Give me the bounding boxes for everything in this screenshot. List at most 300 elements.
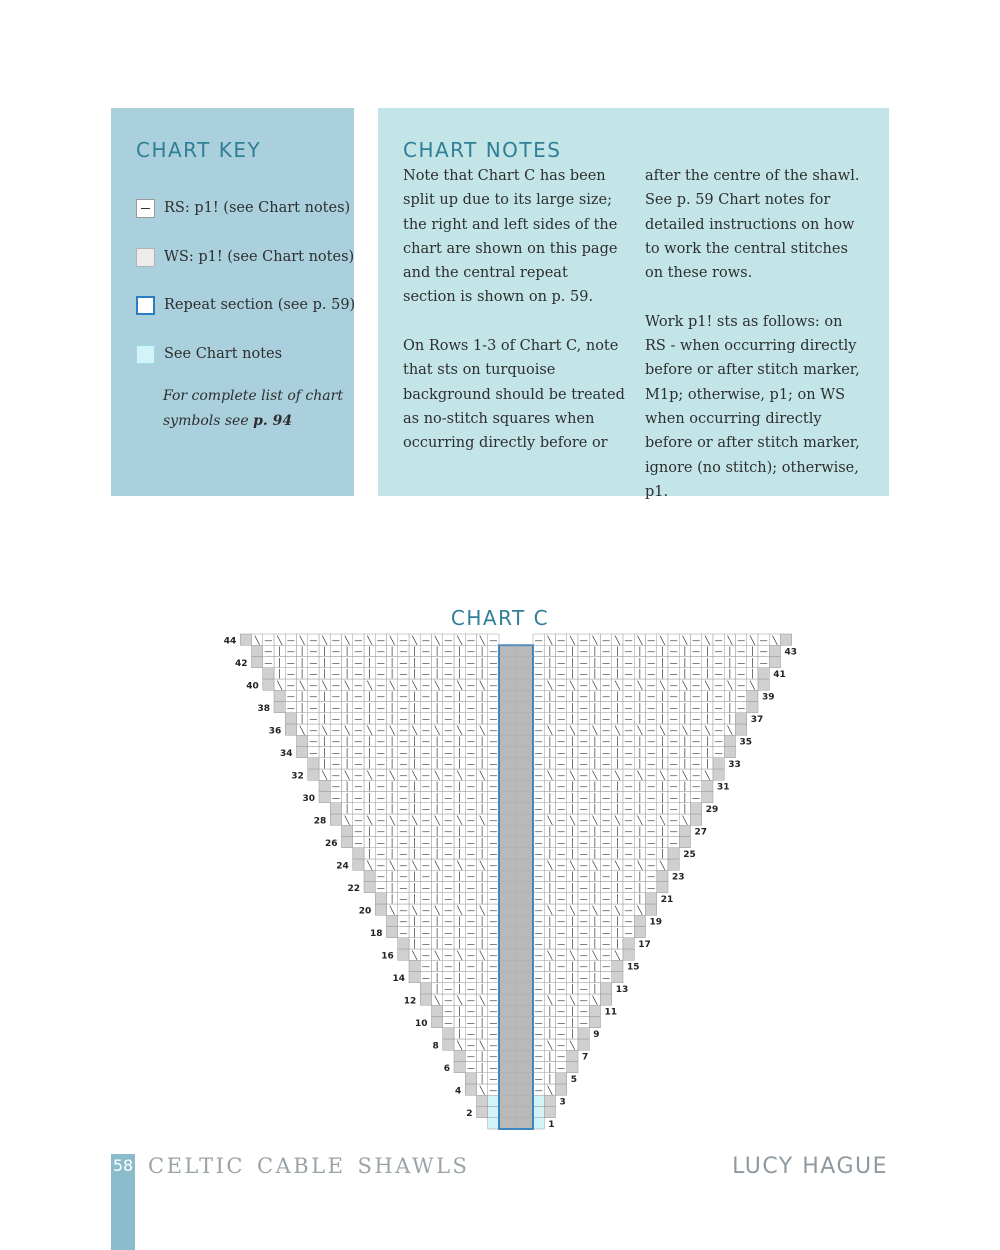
stitch-symbol: │ [434,793,440,803]
stitch-symbol: │ [682,647,688,656]
stitch-symbol: — [737,658,746,668]
stitch-symbol: — [534,1029,543,1039]
stitch-symbol: │ [434,692,440,701]
stitch-symbol: — [354,669,363,679]
stitch-symbol: │ [682,737,688,746]
stitch-symbol: │ [299,703,305,713]
stitch-symbol: │ [389,759,395,769]
row-number-left: 8 [432,1041,439,1052]
stitch-symbol: — [534,883,543,893]
stitch-symbol: │ [682,714,688,724]
stitch-symbol: — [624,703,633,713]
stitch-symbol: — [354,647,363,656]
stitch-symbol: — [714,714,723,724]
stitch-symbol: — [421,917,430,926]
stitch-symbol: — [579,669,588,679]
stitch-symbol: — [489,782,498,791]
stitch-symbol: — [534,1052,543,1061]
stitch-symbol: — [421,759,430,769]
stitch-symbol: ╲ [547,860,553,870]
stitch-symbol: │ [344,804,350,814]
stitch-symbol: ╲ [547,1040,553,1050]
row-number-left: 24 [336,861,349,872]
stitch-symbol: │ [389,692,395,701]
stitch-symbol: — [376,815,385,825]
stitch-symbol: — [647,804,656,814]
stitch-symbol: │ [434,714,440,724]
chart-cell [432,1005,443,1016]
stitch-symbol: — [466,782,475,791]
stitch-symbol: — [331,759,340,769]
stitch-symbol: — [624,917,633,926]
stitch-symbol: │ [367,714,373,724]
stitch-symbol: │ [434,939,440,949]
notes-paragraph: Note that Chart C has been split up due to its large size; the right and left sides of the chart are shown on this page and the central repeat section is shown on p. 59. [403,168,618,306]
stitch-symbol: — [466,815,475,825]
stitch-symbol: │ [592,692,598,701]
stitch-symbol: — [354,680,363,690]
stitch-symbol: — [331,737,340,746]
stitch-symbol: — [466,928,475,938]
chart-cell [387,915,398,926]
stitch-symbol: ╲ [614,680,620,690]
stitch-symbol: — [376,725,385,735]
stitch-symbol: │ [614,737,620,746]
stitch-symbol: — [444,793,453,803]
key-label: Repeat section (see p. 59) [164,297,356,313]
stitch-symbol: — [421,680,430,690]
stitch-symbol: │ [389,872,395,881]
chart-notes-panel [378,108,889,500]
stitch-symbol: — [444,827,453,836]
stitch-symbol: ╲ [547,680,553,690]
stitch-symbol: ╲ [682,770,688,780]
stitch-symbol: │ [569,827,575,836]
stitch-symbol: ╲ [637,770,643,780]
row-number-left: 12 [403,996,417,1007]
stitch-symbol: — [466,849,475,859]
stitch-symbol: — [421,827,430,836]
stitch-symbol: │ [637,759,643,769]
stitch-symbol: — [399,849,408,859]
stitch-symbol: — [421,658,430,668]
stitch-symbol: │ [704,647,710,656]
chart-cell [747,690,758,701]
stitch-symbol: ╲ [412,770,418,780]
stitch-symbol: — [489,1040,498,1050]
footnote-text: For complete list of chart symbols see [163,388,343,429]
stitch-symbol: — [421,725,430,735]
stitch-symbol: ╲ [277,635,283,645]
stitch-symbol: ╲ [344,770,350,780]
chart-cell [736,724,747,735]
stitch-symbol: — [647,680,656,690]
stitch-symbol: ╲ [637,860,643,870]
stitch-symbol: │ [457,804,463,814]
stitch-symbol: │ [614,804,620,814]
stitch-symbol: — [444,872,453,881]
stitch-symbol: — [421,737,430,746]
stitch-symbol: — [466,1040,475,1050]
chart-cell [263,668,274,679]
stitch-symbol: │ [592,658,598,668]
stitch-symbol: — [421,703,430,713]
row-number-left: 20 [358,906,372,917]
key-footnote [163,384,343,433]
stitch-symbol: — [557,917,566,926]
stitch-symbol: — [602,759,611,769]
stitch-symbol: │ [389,647,395,656]
stitch-symbol: │ [569,928,575,938]
stitch-symbol: — [309,658,318,668]
stitch-symbol: │ [434,658,440,668]
chart-cell [420,994,431,1005]
stitch-symbol: │ [457,647,463,656]
stitch-symbol: │ [659,838,665,848]
stitch-symbol: │ [412,748,418,758]
stitch-symbol: — [444,737,453,746]
stitch-symbol: — [421,905,430,915]
stitch-symbol: — [624,748,633,758]
stitch-symbol: │ [479,917,485,926]
chart-cell [319,780,330,791]
stitch-symbol: — [309,748,318,758]
stitch-symbol: │ [479,714,485,724]
stitch-symbol: — [557,793,566,803]
stitch-symbol: — [286,658,295,668]
stitch-symbol: — [579,782,588,791]
stitch-symbol: │ [322,759,328,769]
stitch-symbol: │ [614,939,620,949]
stitch-symbol: — [557,1007,566,1016]
stitch-symbol: — [692,759,701,769]
chart-cell [736,713,747,724]
stitch-symbol: ╲ [614,905,620,915]
chart-cell [657,882,668,893]
chart-cell [713,769,724,780]
stitch-symbol: — [557,1052,566,1061]
stitch-symbol: — [624,759,633,769]
stitch-symbol: — [737,647,746,656]
stitch-symbol: ╲ [277,680,283,690]
stitch-symbol: — [444,669,453,679]
stitch-symbol: — [466,714,475,724]
stitch-symbol: — [602,635,611,645]
stitch-symbol: │ [367,658,373,668]
stitch-symbol: — [421,894,430,904]
stitch-symbol: │ [457,748,463,758]
stitch-symbol: │ [367,703,373,713]
stitch-symbol: — [534,1074,543,1084]
stitch-symbol: — [647,860,656,870]
stitch-symbol: │ [569,939,575,949]
chart-cell [330,814,341,825]
stitch-symbol: — [489,849,498,859]
row-number-right: 41 [773,670,786,680]
stitch-symbol: — [444,804,453,814]
stitch-symbol: — [534,714,543,724]
key-item-repeat [136,295,355,315]
chart-cell [612,960,623,971]
stitch-symbol: — [534,917,543,926]
stitch-symbol: │ [569,984,575,994]
stitch-symbol: │ [322,748,328,758]
stitch-symbol: │ [614,703,620,713]
stitch-symbol: — [624,714,633,724]
stitch-symbol: — [489,815,498,825]
chart-cell [646,904,657,915]
stitch-symbol: — [534,804,543,814]
stitch-symbol: │ [637,703,643,713]
stitch-symbol: ╲ [322,770,328,780]
stitch-symbol: — [602,883,611,893]
chart-cell [477,1107,488,1118]
stitch-symbol: — [534,905,543,915]
chart-cell [465,1084,476,1095]
stitch-symbol: — [444,714,453,724]
chart-cell [612,972,623,983]
stitch-symbol: │ [434,737,440,746]
stitch-symbol: — [624,883,633,893]
stitch-symbol: — [421,883,430,893]
stitch-symbol: — [264,658,273,668]
stitch-symbol: │ [637,894,643,904]
stitch-symbol: — [444,883,453,893]
row-number-left: 34 [279,748,293,759]
stitch-symbol: ╲ [412,815,418,825]
stitch-symbol: — [376,860,385,870]
notes-paragraph: Work p1! sts as follows: on RS - when occurring directly before or after stitch marker, M1p; otherwise, p1; on WS when occurring directly before or after stitch marker, ignore (no stitch); otherwise, p1. [645,313,860,500]
stitch-symbol: ╲ [367,770,373,780]
chart-cell [533,1095,544,1106]
chart-cell [342,825,353,836]
stitch-symbol: — [557,782,566,791]
stitch-symbol: — [602,804,611,814]
stitch-symbol: — [421,973,430,983]
notes-paragraph: On Rows 1-3 of Chart C, note that sts on turquoise background should be treated as no-stitch squares when occurring directly before or [403,338,625,452]
stitch-symbol: — [579,894,588,904]
rs-p1-swatch-icon [136,199,155,218]
stitch-symbol: — [466,1018,475,1028]
chart-cell [274,702,285,713]
stitch-symbol: │ [322,647,328,656]
stitch-symbol: ╲ [434,770,440,780]
key-label: See Chart notes [164,346,283,362]
stitch-symbol: — [309,737,318,746]
chart-cell [556,1073,567,1084]
stitch-symbol: — [466,680,475,690]
stitch-symbol: — [557,995,566,1005]
stitch-symbol: — [647,770,656,780]
stitch-symbol: │ [569,658,575,668]
stitch-symbol: — [444,995,453,1005]
stitch-symbol: │ [614,928,620,938]
stitch-symbol: — [534,692,543,701]
stitch-symbol: — [399,917,408,926]
stitch-symbol: │ [682,692,688,701]
stitch-symbol: │ [412,804,418,814]
stitch-symbol: — [602,894,611,904]
stitch-symbol: │ [614,894,620,904]
stitch-symbol: — [421,928,430,938]
stitch-symbol: │ [547,748,553,758]
stitch-symbol: │ [547,872,553,881]
stitch-symbol: │ [412,849,418,859]
chart-cell [454,1062,465,1073]
stitch-symbol: — [624,782,633,791]
chart-cell [432,1017,443,1028]
stitch-symbol: │ [367,647,373,656]
stitch-symbol: ╲ [637,905,643,915]
stitch-symbol: — [466,759,475,769]
stitch-symbol: │ [457,838,463,848]
stitch-symbol: │ [659,737,665,746]
stitch-symbol: ╲ [547,725,553,735]
stitch-symbol: ╲ [322,635,328,645]
stitch-symbol: │ [457,669,463,679]
stitch-symbol: │ [457,737,463,746]
stitch-symbol: — [354,725,363,735]
stitch-symbol: │ [659,748,665,758]
stitch-symbol: │ [569,748,575,758]
stitch-symbol: │ [479,827,485,836]
stitch-symbol: — [331,714,340,724]
stitch-symbol: │ [389,703,395,713]
stitch-symbol: │ [389,894,395,904]
stitch-symbol: — [466,1007,475,1016]
chart-cell [409,960,420,971]
stitch-symbol: │ [344,658,350,668]
stitch-symbol: │ [569,737,575,746]
stitch-symbol: │ [457,917,463,926]
stitch-symbol: — [759,635,768,645]
chart-cell [623,949,634,960]
stitch-symbol: — [557,894,566,904]
stitch-symbol: │ [682,658,688,668]
stitch-symbol: │ [479,759,485,769]
stitch-symbol: — [354,770,363,780]
stitch-symbol: │ [682,793,688,803]
stitch-symbol: ╲ [614,725,620,735]
stitch-symbol: │ [682,748,688,758]
stitch-symbol: │ [637,883,643,893]
stitch-symbol: — [624,928,633,938]
stitch-symbol: — [669,827,678,836]
row-number-right: 3 [559,1097,566,1108]
row-number-right: 33 [728,760,741,770]
stitch-symbol: ╲ [569,995,575,1005]
stitch-symbol: ╲ [547,1085,553,1095]
stitch-symbol: — [444,759,453,769]
row-number-right: 9 [593,1030,600,1040]
row-number-right: 23 [672,872,685,883]
stitch-symbol: — [399,770,408,780]
chart-cell [488,1107,499,1118]
stitch-symbol: — [376,680,385,690]
stitch-symbol: ╲ [682,635,688,645]
chart-cell [657,870,668,881]
stitch-symbol: — [489,1007,498,1016]
row-number-left: 44 [223,636,237,647]
stitch-symbol: ╲ [457,770,463,780]
stitch-symbol: │ [727,647,733,656]
stitch-symbol: — [489,883,498,893]
stitch-symbol: — [421,714,430,724]
stitch-symbol: — [534,737,543,746]
stitch-symbol: — [579,815,588,825]
stitch-symbol: ╲ [704,725,710,735]
stitch-symbol: │ [412,759,418,769]
stitch-symbol: │ [637,804,643,814]
chart-cell [263,679,274,690]
stitch-symbol: │ [614,748,620,758]
stitch-symbol: — [624,838,633,848]
stitch-symbol: — [489,1052,498,1061]
stitch-symbol: │ [592,793,598,803]
stitch-symbol: │ [457,872,463,881]
stitch-symbol: — [669,714,678,724]
stitch-symbol: │ [569,973,575,983]
stitch-symbol: ╲ [479,815,485,825]
stitch-symbol: ╲ [704,635,710,645]
stitch-symbol: │ [592,883,598,893]
chart-cell [702,792,713,803]
stitch-symbol: — [489,973,498,983]
row-number-left: 42 [234,658,248,669]
stitch-symbol: — [692,692,701,701]
row-number-right: 13 [615,985,629,995]
stitch-symbol: │ [547,894,553,904]
stitch-symbol: — [489,759,498,769]
stitch-symbol: — [489,917,498,926]
stitch-symbol: │ [614,782,620,791]
chart-cell [240,634,251,645]
stitch-symbol: │ [367,827,373,836]
stitch-symbol: ╲ [367,635,373,645]
stitch-symbol: ╲ [479,770,485,780]
chart-cell [398,938,409,949]
stitch-symbol: — [466,950,475,960]
stitch-symbol: — [286,647,295,656]
stitch-symbol: │ [344,703,350,713]
stitch-symbol: — [466,692,475,701]
stitch-symbol: │ [479,748,485,758]
stitch-symbol: — [692,703,701,713]
stitch-symbol: ╲ [299,725,305,735]
stitch-symbol: │ [299,669,305,679]
stitch-symbol: — [557,838,566,848]
stitch-symbol: │ [412,827,418,836]
stitch-symbol: — [489,1063,498,1073]
stitch-symbol: ╲ [457,950,463,960]
chart-cell [319,792,330,803]
stitch-symbol: — [692,725,701,735]
stitch-symbol: — [376,669,385,679]
stitch-symbol: │ [434,849,440,859]
stitch-symbol: — [489,770,498,780]
stitch-symbol: │ [637,714,643,724]
stitch-symbol: ╲ [547,950,553,960]
stitch-symbol: ╲ [614,950,620,960]
stitch-symbol: │ [299,714,305,724]
chart-cell [465,1073,476,1084]
stitch-symbol: │ [322,658,328,668]
stitch-symbol: — [534,849,543,859]
stitch-symbol: │ [727,658,733,668]
chart-cell [556,1084,567,1095]
stitch-symbol: │ [704,714,710,724]
stitch-symbol: │ [457,692,463,701]
